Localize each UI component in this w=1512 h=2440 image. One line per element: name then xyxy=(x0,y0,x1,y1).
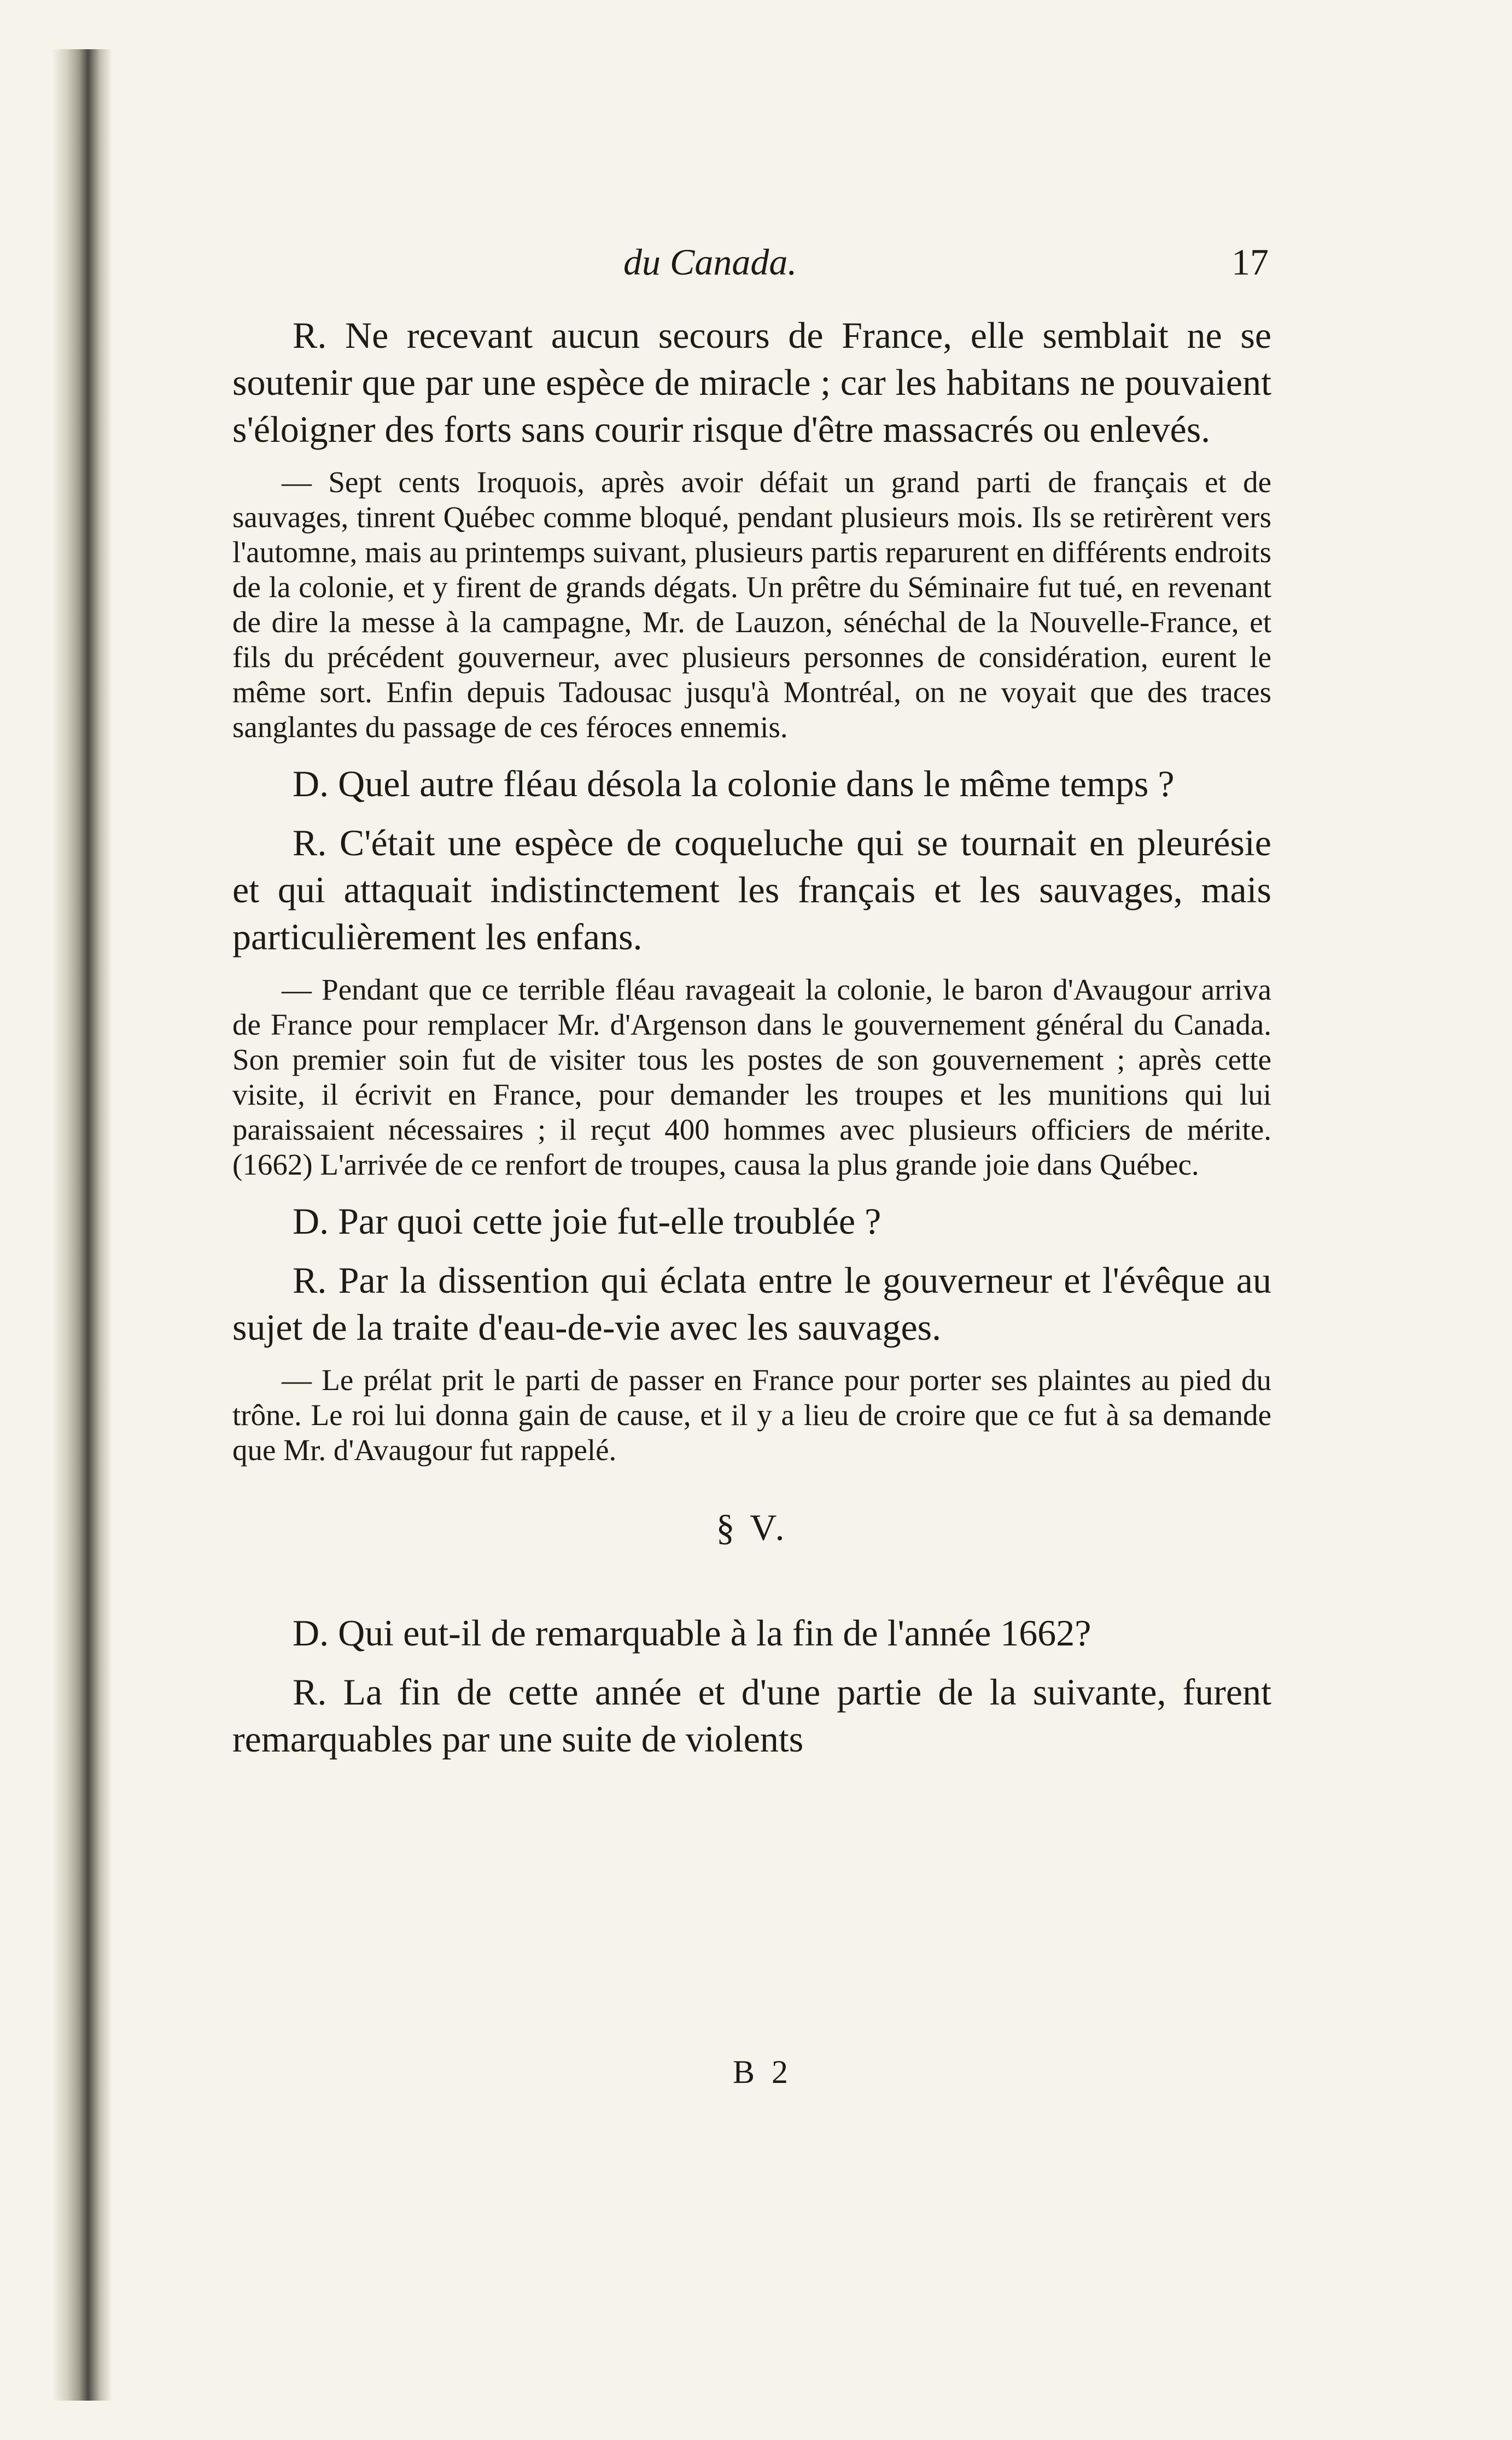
answer-paragraph: R. Par la dissention qui éclata entre le gouverneur et l'évêque au sujet de la traite d'eau-de-vie avec les sauvages. xyxy=(232,1259,1271,1348)
answer-paragraph: R. Ne recevant aucun secours de France, elle semblait ne se soutenir que par une espèce de miracle ; car les habitans ne pouvaient s'éloigner des forts sans courir risque d'être massacrés ou enlevés. xyxy=(232,314,1271,450)
body-text xyxy=(232,312,1271,1774)
note-paragraph: — Sept cents Iroquois, après avoir défait un grand parti de français et de sauvages, tinrent Québec comme bloqué, pendant plusieurs mois. Ils se retirèrent vers l'automne, mais au printemps suivant, plusieurs partis reparurent en différents endroits de la colonie, et y firent de grands dégats. Un prêtre du Séminaire fut tué, en revenant de dire la messe à la campagne, Mr. de Lauzon, sénéchal de la Nouvelle-France, et fils du précédent gouverneur, avec plusieurs personnes de considération, eurent le même sort. Enfin depuis Tadousac jusqu'à Montréal, on ne voyait que des traces sanglantes du passage de ces féroces ennemis. xyxy=(232,465,1271,744)
note-paragraph: — Pendant que ce terrible fléau ravageait la colonie, le baron d'Avaugour arriva de France pour remplacer Mr. d'Argenson dans le gouvernement général du Canada. Son premier soin fut de visiter tous les postes de son gouvernement ; après cette visite, il écrivit en France, pour demander les troupes et les munitions qui lui paraissaient nécessaires ; il reçut 400 hommes avec plusieurs officiers de mérite. (1662) L'arrivée de ce renfort de troupes, causa la plus grande joie dans Québec. xyxy=(232,973,1271,1181)
question-paragraph: D. Par quoi cette joie fut-elle troublée ? xyxy=(293,1200,881,1242)
answer-paragraph: R. C'était une espèce de coqueluche qui se tournait en pleurésie et qui attaquait indistinctement les français et les sauvages, mais particulièrement les enfans. xyxy=(232,822,1271,958)
running-title: du Canada. xyxy=(623,241,797,283)
note-paragraph: — Le prélat prit le parti de passer en France pour porter ses plaintes au pied du trône. Le roi lui donna gain de cause, et il y a lieu de croire que ce fut à sa demande que Mr. d'Avaugour fut rappelé. xyxy=(232,1363,1271,1467)
section-heading: § V. xyxy=(716,1507,788,1548)
running-header xyxy=(230,241,1269,295)
answer-paragraph: R. La fin de cette année et d'une partie de la suivante, furent remarquables par une suite de violents xyxy=(232,1671,1271,1760)
question-paragraph: D. Qui eut-il de remarquable à la fin de l'année 1662? xyxy=(293,1612,1091,1654)
signature-mark: B 2 xyxy=(733,2054,793,2090)
page-number: 17 xyxy=(1231,241,1269,283)
question-paragraph: D. Quel autre fléau désola la colonie dans le même temps ? xyxy=(293,763,1175,804)
